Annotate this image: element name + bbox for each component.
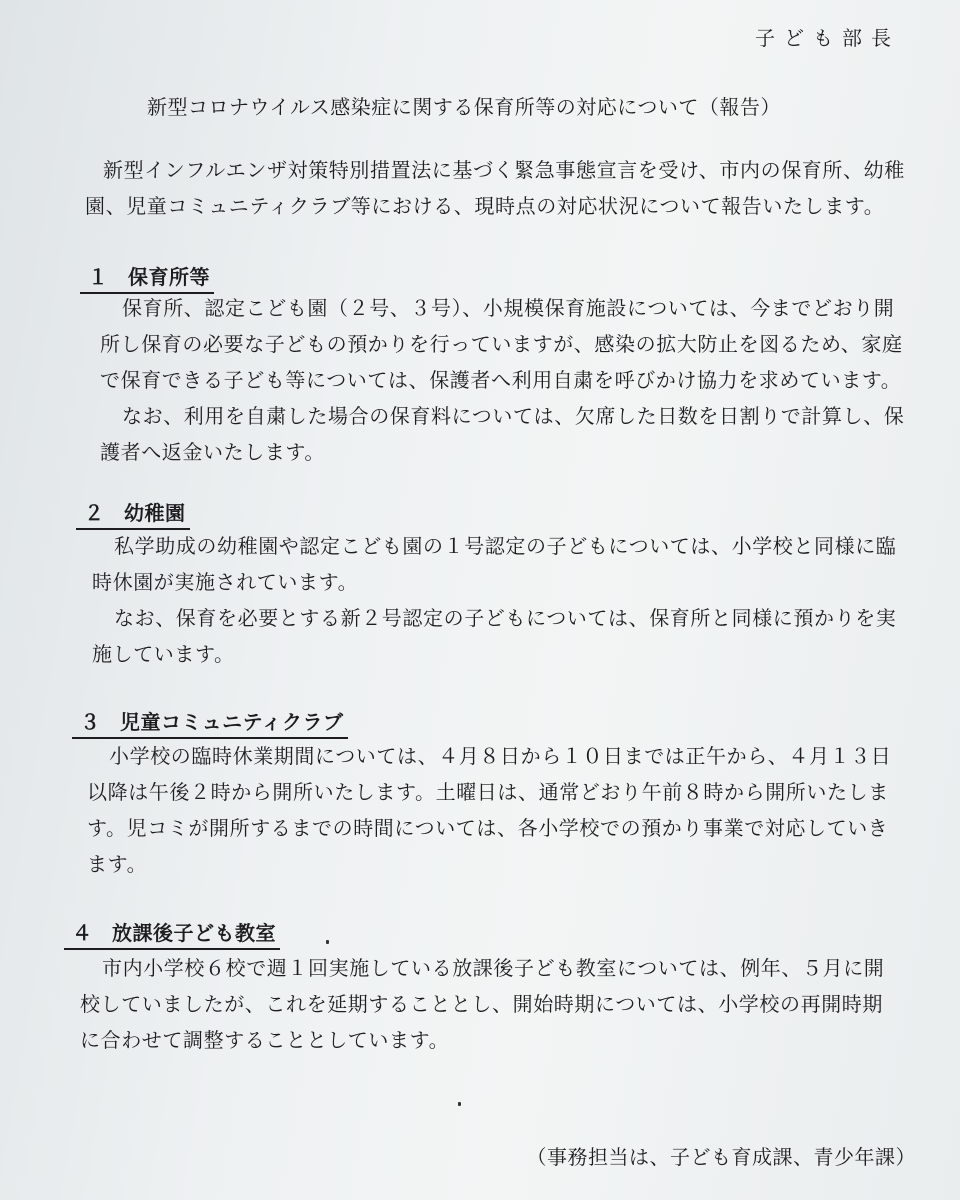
section-number: ４ bbox=[72, 921, 93, 945]
body-line: 所し保育の必要な子どもの預かりを行っていますが、感染の拡大防止を図るため、家庭 bbox=[100, 332, 903, 356]
intro-line: 新型インフルエンザ対策特別措置法に基づく緊急事態宣言を受け、市内の保育所、幼稚 bbox=[103, 158, 905, 182]
section-number: ２ bbox=[84, 501, 105, 525]
intro-paragraph bbox=[85, 152, 905, 224]
section-title: 児童コミュニティクラブ bbox=[120, 710, 344, 734]
body-line: 護者へ返金いたします。 bbox=[100, 440, 325, 464]
document-title: 新型コロナウイルス感染症に関する保育所等の対応について（報告） bbox=[147, 95, 781, 119]
section-body bbox=[100, 290, 904, 470]
body-line: 以降は午後２時から開所いたします。土曜日は、通常どおり午前８時から開所いたしま bbox=[87, 780, 889, 804]
section-title: 幼稚園 bbox=[124, 501, 186, 525]
paper-speck bbox=[458, 1102, 461, 1106]
body-line: 保育所、認定こども園（２号、３号）、小規模保育施設については、今までどおり開 bbox=[122, 296, 895, 320]
paper-speck bbox=[326, 940, 329, 944]
author-line: 子ども部長 bbox=[755, 26, 900, 50]
section-title: 放課後子ども教室 bbox=[112, 921, 276, 945]
body-line: 市内小学校６校で週１回実施している放課後子ども教室については、例年、５月に開 bbox=[102, 956, 885, 980]
section-number: １ bbox=[88, 265, 109, 289]
section-body bbox=[92, 528, 896, 672]
section-heading bbox=[76, 497, 190, 530]
body-line: に合わせて調整することとしています。 bbox=[80, 1028, 450, 1052]
section-title: 保育所等 bbox=[128, 265, 210, 289]
body-line: 私学助成の幼稚園や認定こども園の１号認定の子どもについては、小学校と同様に臨 bbox=[114, 534, 897, 558]
contact-note: （事務担当は、子ども育成課、青少年課） bbox=[526, 1145, 916, 1169]
section-body bbox=[87, 738, 891, 882]
body-line: で保育できる子ども等については、保護者へ利用自粛を呼びかけ協力を求めています。 bbox=[100, 368, 902, 392]
intro-line: 園、児童コミュニティクラブ等における、現時点の対応状況について報告いたします。 bbox=[85, 194, 885, 218]
body-line: ます。 bbox=[87, 852, 148, 876]
section-heading bbox=[64, 917, 280, 950]
body-line: 施しています。 bbox=[92, 642, 235, 666]
section-heading bbox=[72, 706, 348, 739]
body-line: す。児コミが開所するまでの時間については、各小学校での預かり事業で対応していき bbox=[87, 816, 889, 840]
body-line: 校していましたが、これを延期することとし、開始時期については、小学校の再開時期 bbox=[80, 992, 883, 1016]
body-line: なお、利用を自粛した場合の保育料については、欠席した日数を日割りで計算し、保 bbox=[122, 404, 905, 428]
section-number: ３ bbox=[80, 710, 101, 734]
body-line: 小学校の臨時休業期間については、４月８日から１０日までは正午から、４月１３日 bbox=[109, 744, 892, 768]
body-line: なお、保育を必要とする新２号認定の子どもについては、保育所と同様に預かりを実 bbox=[114, 606, 897, 630]
section-body bbox=[80, 950, 884, 1058]
body-line: 時休園が実施されています。 bbox=[92, 570, 359, 594]
